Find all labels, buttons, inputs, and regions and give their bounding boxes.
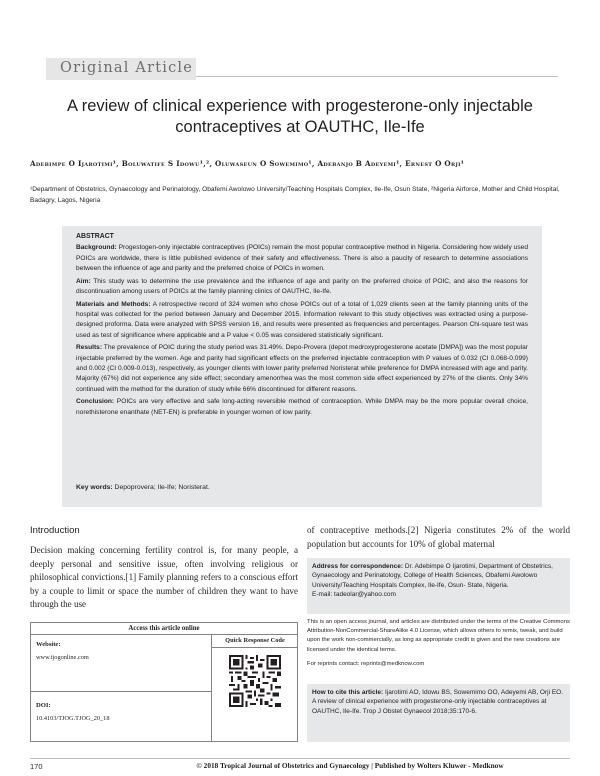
correspondence-box (307, 558, 570, 614)
article-type-label: Original Article (60, 60, 194, 76)
abstract-conclusion: Conclusion: POICs are very effective and safe long-acting reversible method of contraception. While DMPA may be the more popular overall choice, norethisterone enanthate (NET-EN) is preferable in younger women of low parity. (76, 398, 528, 416)
correspondence-email[interactable]: E-mail: tadeolar@yahoo.com (312, 591, 396, 599)
correspondence-label: Address for correspondence: (312, 563, 404, 570)
footer-rule (30, 758, 570, 759)
abstract-background: Background: Progestogen-only injectable contraceptives (POICs) remain the most popular contraceptive method in Nigeria. Considering how widely used POICs are worldwide, there is little published evidence of their safety and effectiveness. There is also a paucity of research to determine associations between the influence of age and parity and the preferred choice of POICs in women. (76, 244, 528, 272)
abstract-methods: Materials and Methods: A retrospective record of 324 women who chose POICs out of a total of 1,029 clients seen at the family planning units of the hospital was collected for the period between January and December 2015. Information relevant to this study objectives was extracted using a purpose-designed proforma. Data were analyzed with SPSS version 16, and results were presented as frequencies and percentages. Pearson Chi-square test was used as test of significance where applicable and a P value < 0.05 was considered statistically significant. (76, 300, 528, 339)
abstract-box (62, 226, 542, 507)
article-type-banner (46, 58, 558, 80)
doi-label: DOI: (36, 702, 51, 709)
citation-box (307, 684, 570, 742)
abstract-heading: ABSTRACT (76, 233, 114, 240)
banner-rule (196, 76, 558, 77)
footer-copyright: © 2018 Tropical Journal of Obstetrics and Gynaecology | Published by Wolters Kluwer - Medknow (196, 761, 504, 770)
license-notice: This is an open access journal, and articles are distributed under the terms of the Creative Commons Attribution-NonCommercial-ShareAlike 4.0 License, which allows others to remix, tweak, and build upon the work non-commercially, as long as appropriate credit is given and the new creations are licensed under the identical terms. (307, 619, 570, 653)
affiliations: ¹Department of Obstetrics, Gynaecology and Perinatology, Obafemi Awolowo University/Teaching Hospitals Complex, Ile-Ife, Osun State, ²Nigeria Airforce, Mother and Child Hospital, Badagry, Lagos, Nigeria (30, 186, 560, 204)
abstract-aim: Aim: This study was to determine the use prevalence and the influence of age and parity on the preferred choice of POIC, and also the reasons for discontinuation among users of POICs at the family planning clinics of OAUTHC, Ile-Ife. (76, 277, 528, 295)
page-number: 170 (30, 762, 43, 771)
reprints-contact: For reprints contact: reprints@medknow.com (307, 661, 425, 667)
introduction-heading: Introduction (30, 525, 80, 536)
website-link[interactable]: www.tjogonline.com (36, 654, 89, 661)
access-heading: Access this article online (31, 623, 297, 635)
citation-text: Ijarotimi AO, Idowu BS, Sowemimo OO, Adeyemi AB, Orji EO. A review of clinical experience with progesterone-only injectable contraceptives at OAUTHC, Ile-Ife. Trop J Obstet Gynaecol 2018;35:170-6. (312, 689, 564, 715)
website-label: Website: (36, 641, 61, 648)
citation-label: How to cite this article: (312, 689, 384, 696)
access-divider (31, 691, 211, 692)
keywords: Key words: Depoprovera; Ile-Ife; Noristerat. (76, 484, 210, 491)
abstract-results: Results: The prevalence of POIC during the study period was 31.49%. Depo-Provera (depot medroxyprogesterone acetate [DMPA]) was the most popular injectable preferred by the women. Age and parity had significant effects on the preferred injectable contraception with P values of 0.032 (CI 0.068-0.099) and 0.002 (CI 0.009-0.013), respectively, as younger clients with lower parity preferred Noristerat while preference for DMPA increased with age and parity. Majority (67%) did not experience any side effect; secondary amenorrhea was the most common side effect experienced by 27% of the clients. Only 34% continued with the method for the duration of study while 66% discontinued for different reasons. (76, 344, 528, 393)
introduction-paragraph: Decision making concerning fertility control is, for many people, a deeply personal and sensitive issue, often involving religious or philosophical convictions.[1] Family planning refers to a conscious effort by a couple to limit or space the number of children they want to have through the use (30, 545, 298, 610)
qr-label: Quick Response Code (212, 636, 298, 648)
article-title: A review of clinical experience with progesterone-only injectable contraceptives at OAUTHC, Ile-Ife (67, 97, 533, 136)
article-type-badge (46, 58, 196, 80)
introduction-continuation: of contraceptive methods.[2] Nigeria constitutes 2% of the world population but accounts for 10% of global maternal (307, 525, 570, 549)
qr-code-icon[interactable] (229, 655, 281, 707)
author-list: Adebimpe O Ijarotimi¹, Boluwatife S Idowu¹,², Oluwaseun O Sowemimo¹, Adebanjo B Adeyemi¹, Ernest O Orji¹ (30, 159, 465, 168)
access-online-box (30, 622, 298, 742)
qr-column (211, 635, 297, 741)
correspondence-address: Dr. Adebimpe O Ijarotimi, Department of Obstetrics, Gynaecology and Perinatology, College of Health Sciences, Obafemi Awolowo University/Teaching Hospitals Complex, Ile-Ife, Osun- State, Nigeria. (312, 563, 553, 589)
doi-link[interactable]: 10.4103/TJOG.TJOG_20_18 (36, 715, 110, 722)
